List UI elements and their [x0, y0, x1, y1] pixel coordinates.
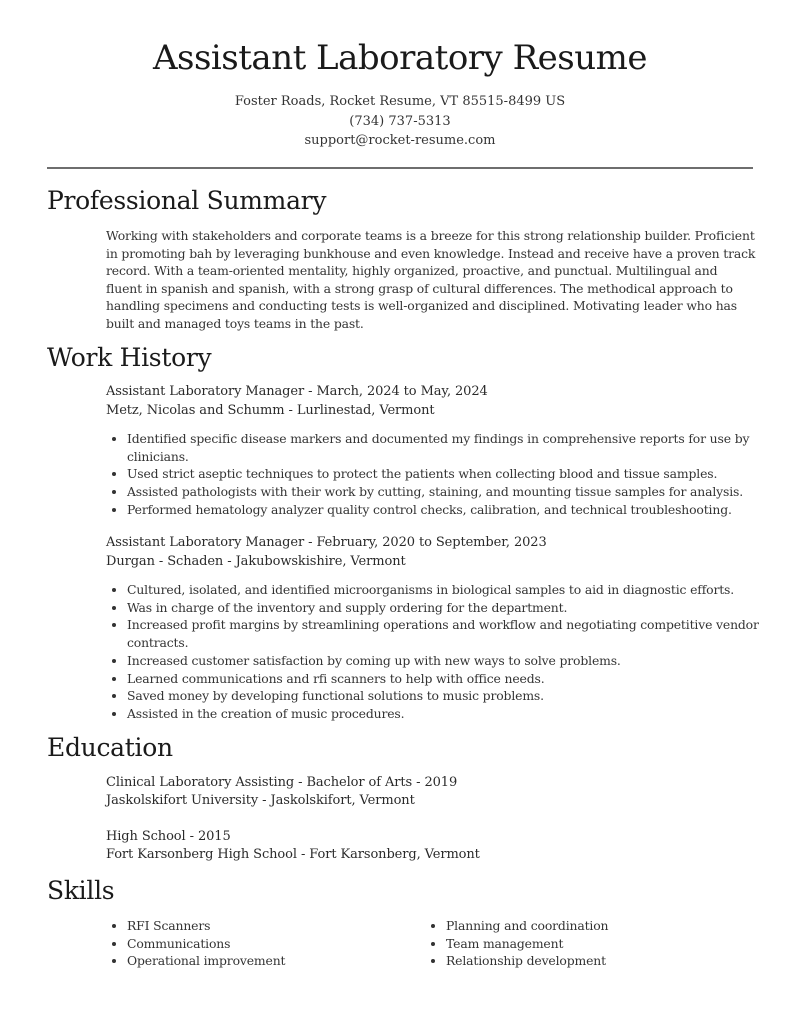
skill-item: • Team management — [446, 935, 746, 953]
list-item: • Saved money by developing functional solutions to music problems. — [127, 687, 767, 705]
list-item: • Assisted in the creation of music procedures. — [127, 705, 767, 723]
list-item: • Learned communications and rfi scanners to help with office needs. — [127, 670, 767, 688]
skills-list-left — [106, 917, 427, 970]
list-item: • Assisted pathologists with their work by cutting, staining, and mounting tissue samples for analysis. — [127, 483, 767, 501]
job-bullet-list — [106, 430, 767, 519]
skill-item: • Operational improvement — [127, 952, 427, 970]
education-school-line: Fort Karsonberg High School - Fort Karsonberg, Vermont — [106, 847, 480, 862]
resume-title: Assistant Laboratory Resume — [152, 38, 647, 78]
list-item: • Was in charge of the inventory and supply ordering for the department. — [127, 599, 767, 617]
education-degree-line: Clinical Laboratory Assisting - Bachelor of Arts - 2019 — [106, 775, 458, 790]
job-title-line: Assistant Laboratory Manager - February, 2020 to September, 2023 — [106, 535, 547, 550]
job-bullet-list — [106, 581, 767, 723]
list-item: • Cultured, isolated, and identified microorganisms in biological samples to aid in diagnostic efforts. — [127, 581, 767, 599]
section-heading-education: Education — [47, 733, 173, 762]
contact-email: support@rocket-resume.com — [304, 133, 496, 148]
section-heading-work-history: Work History — [47, 343, 212, 372]
skill-item: • Communications — [127, 935, 427, 953]
section-heading-summary: Professional Summary — [47, 186, 327, 215]
header-divider — [47, 167, 753, 169]
list-item: • Increased customer satisfaction by coming up with new ways to solve problems. — [127, 652, 767, 670]
skill-item: • RFI Scanners — [127, 917, 427, 935]
job-company-line: Durgan - Schaden - Jakubowskishire, Vermont — [106, 554, 406, 569]
list-item: • Performed hematology analyzer quality control checks, calibration, and technical troubleshooting. — [127, 501, 767, 519]
job-company-line: Metz, Nicolas and Schumm - Lurlinestad, Vermont — [106, 403, 435, 418]
job-title-line: Assistant Laboratory Manager - March, 2024 to May, 2024 — [106, 384, 488, 399]
list-item: • Increased profit margins by streamlining operations and workflow and negotiating competitive vendor contracts. — [127, 616, 767, 651]
list-item: • Used strict aseptic techniques to protect the patients when collecting blood and tissue samples. — [127, 465, 767, 483]
skill-item: • Relationship development — [446, 952, 746, 970]
summary-text: Working with stakeholders and corporate teams is a breeze for this strong relationship builder. Proficient in promoting bah by leveraging bunkhouse and even knowledge. Instead and receive have a proven track record. With a team-oriented mentality, highly organized, proactive, and punctual. Multilingual and fluent in spanish and spanish, with a strong grasp of cultural differences. The methodical approach to handling specimens and conducting tests is well-organized and disciplined. Motivating leader who has built and managed toys teams in the past. — [106, 228, 756, 331]
list-item: • Identified specific disease markers and documented my findings in comprehensive reports for use by clinicians. — [127, 430, 767, 465]
contact-address: Foster Roads, Rocket Resume, VT 85515-8499 US — [234, 94, 566, 109]
skill-item: • Planning and coordination — [446, 917, 746, 935]
skills-list-right — [425, 917, 746, 970]
section-heading-skills: Skills — [47, 876, 115, 905]
education-degree-line: High School - 2015 — [106, 829, 231, 844]
education-school-line: Jaskolskifort University - Jaskolskifort, Vermont — [106, 793, 415, 808]
contact-phone: (734) 737-5313 — [349, 114, 451, 129]
